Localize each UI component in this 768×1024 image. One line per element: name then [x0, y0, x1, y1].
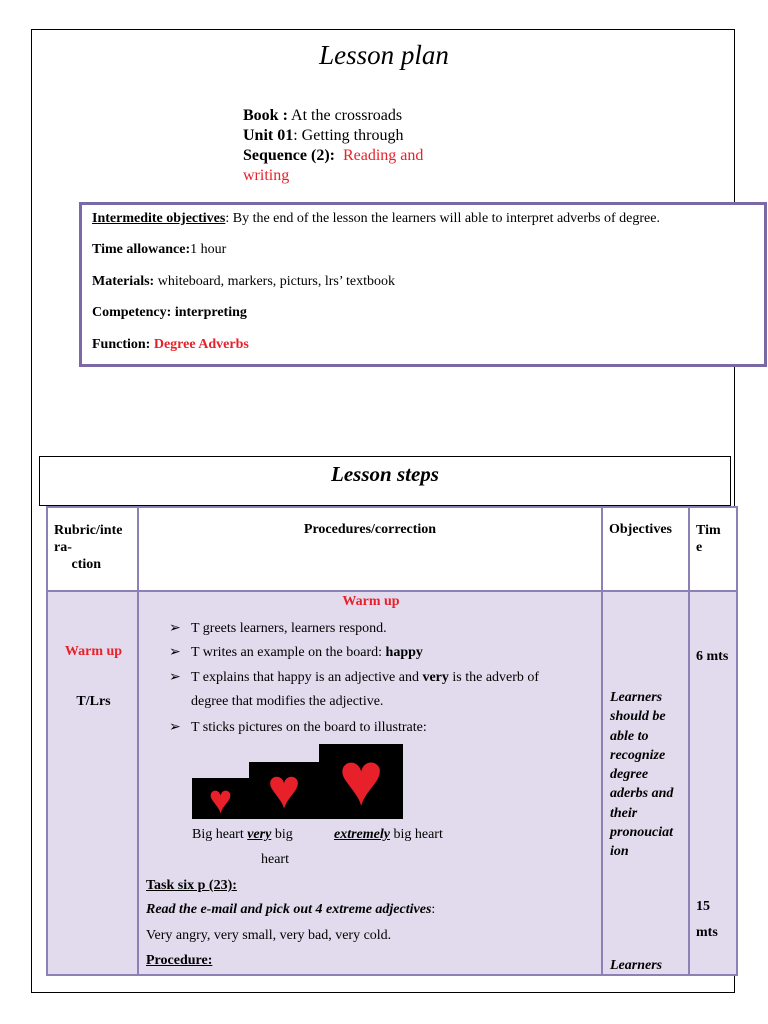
book-line: [243, 106, 473, 126]
task-instruction: Read the e-mail and pick out 4 extreme adjectives: [146, 902, 432, 917]
materials-label: Materials:: [92, 274, 155, 289]
warm-up-row: [47, 591, 737, 975]
bullet-sticks: [169, 719, 427, 736]
intermediate-label: Intermedite objectives: [92, 211, 226, 226]
caption-very-big: [192, 827, 293, 843]
header-time-text: Tim e: [696, 523, 721, 555]
page-title: Lesson plan: [319, 40, 449, 70]
caption-big: Big heart: [192, 827, 248, 842]
competency-value: interpreting: [171, 305, 247, 320]
bullet-continuation: degree that modifies the adjective.: [191, 694, 384, 709]
heart-icon: ♥: [267, 759, 301, 821]
large-heart-picture: [319, 738, 403, 822]
caption-extremely: extremely: [334, 827, 390, 842]
unit-label: Unit 01: [243, 127, 294, 144]
materials-value: whiteboard, markers, picturs, lrs’ textbook: [154, 274, 395, 289]
time-label: Time allowance:: [92, 242, 191, 257]
sequence-value: Reading and writing: [243, 147, 424, 184]
time-cell: [689, 591, 737, 975]
arrow-bullet-icon: ➢: [169, 720, 181, 735]
time-value: 1 hour: [190, 242, 227, 257]
sequence-line: [243, 146, 473, 186]
caption-big2: big: [271, 827, 293, 842]
medium-heart-picture: [249, 759, 319, 821]
table-header-row: [47, 507, 737, 591]
caption-extremely-big: [334, 827, 443, 843]
bullet-bold-word: very: [422, 670, 449, 685]
objectives-text: Learners should be able to recognize degree aderbs and their pronouciat ion: [610, 690, 674, 860]
caption-heart: heart: [261, 852, 289, 867]
function: [92, 337, 249, 353]
function-value: Degree Adverbs: [153, 337, 249, 352]
time-warm-up: 6 mts: [696, 649, 729, 664]
procedure-stage-title: Warm up: [342, 594, 400, 609]
header-objectives: [602, 507, 689, 591]
bullet-greets: [169, 620, 387, 637]
intermediate-value: : By the end of the lesson the learners will able to interpret adverbs of degree.: [225, 211, 660, 226]
unit-value: : Getting through: [293, 127, 404, 144]
bullet-text: T sticks pictures on the board to illustrate:: [191, 720, 427, 735]
competency-label: Competency:: [92, 305, 172, 320]
header-procedures: [138, 507, 602, 591]
sequence-label: Sequence (2):: [243, 147, 335, 164]
book-label: Book :: [243, 107, 288, 124]
bullet-text: T writes an example on the board:: [191, 645, 386, 660]
procedure-cell: [138, 591, 602, 975]
bullet-bold-word: happy: [385, 645, 423, 660]
arrow-bullet-icon: ➢: [169, 621, 181, 636]
task-instruction-colon: :: [431, 902, 436, 917]
bullet-writes: [169, 644, 423, 661]
rubric-interaction: T/Lrs: [76, 694, 111, 709]
arrow-bullet-icon: ➢: [169, 645, 181, 660]
materials: [92, 274, 395, 290]
bullet-text: T explains that happy is an adjective and: [191, 670, 423, 685]
bullet-tail: is the adverb of: [448, 670, 540, 685]
header-rubric-text: Rubric/inte ra- ction: [54, 523, 123, 572]
intermediate-objectives: [92, 211, 660, 227]
objectives-text-2: Learners: [610, 958, 663, 973]
header-time: [689, 507, 737, 591]
book-value: At the crossroads: [287, 107, 403, 124]
task-instruction-line: [146, 902, 435, 918]
rubric-cell: [47, 591, 138, 975]
small-heart-picture: [192, 777, 249, 822]
arrow-bullet-icon: ➢: [169, 670, 181, 685]
heart-icon: ♥: [338, 738, 384, 822]
rubric-stage: Warm up: [64, 644, 123, 659]
header-procedures-text: Procedures/correction: [303, 522, 437, 537]
caption-bigheart: big heart: [389, 827, 443, 842]
header-rubric: [47, 507, 138, 591]
competency: [92, 305, 247, 321]
task-title: Task six p (23):: [146, 878, 237, 893]
bullet-explains: [169, 669, 539, 686]
header-objectives-text: Objectives: [609, 522, 672, 537]
time-task: 15 mts: [696, 899, 718, 940]
unit-line: [243, 126, 473, 146]
function-label: Function:: [92, 337, 151, 352]
time-allowance: [92, 242, 226, 258]
bullet-text: T greets learners, learners respond.: [191, 621, 387, 636]
lesson-steps-heading: [39, 456, 731, 506]
procedure-label: Procedure:: [146, 953, 213, 968]
book-info: [243, 106, 473, 186]
task-answer: Very angry, very small, very bad, very cold.: [146, 928, 392, 943]
objectives-box: [79, 202, 767, 367]
heart-icon: ♥: [208, 777, 233, 822]
lesson-steps-table: [46, 506, 738, 976]
caption-very: very: [247, 827, 272, 842]
lesson-steps-title: Lesson steps: [331, 462, 439, 486]
objectives-cell: [602, 591, 689, 975]
